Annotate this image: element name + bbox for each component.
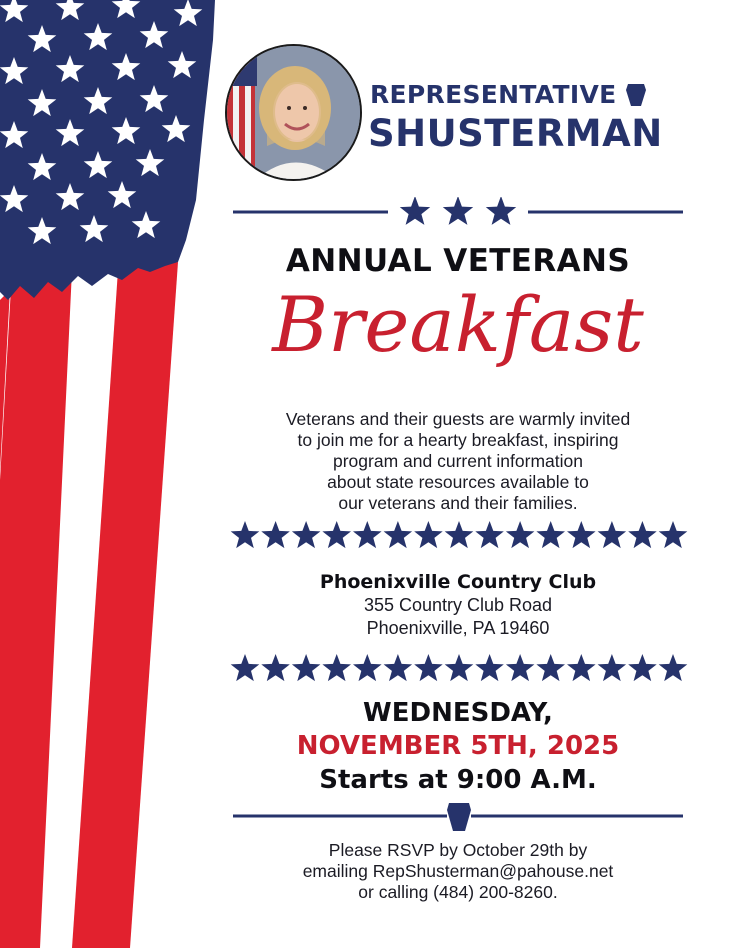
star-icon bbox=[384, 521, 413, 548]
content-column bbox=[225, 0, 733, 948]
star-icon bbox=[292, 521, 321, 548]
intro-line: about state resources available to bbox=[327, 472, 589, 492]
star-icon bbox=[536, 521, 565, 548]
star-icon bbox=[292, 654, 321, 681]
intro-line: Veterans and their guests are warmly invited bbox=[285, 409, 631, 429]
keystone-icon bbox=[626, 84, 646, 106]
rsvp-line: Please RSVP by October 29th by bbox=[328, 840, 588, 860]
keystone-icon bbox=[447, 803, 471, 831]
intro-line: our veterans and their families. bbox=[338, 493, 578, 513]
star-icon bbox=[231, 521, 260, 548]
star-icon bbox=[400, 197, 430, 225]
star-icon bbox=[659, 521, 688, 548]
portrait-photo bbox=[225, 44, 362, 181]
star-icon bbox=[261, 654, 290, 681]
star-row-divider bbox=[225, 651, 733, 687]
star-icon bbox=[475, 521, 504, 548]
portrait-image bbox=[227, 46, 360, 179]
flag-illustration bbox=[0, 0, 235, 948]
star-icon bbox=[567, 521, 596, 548]
star-icon bbox=[486, 197, 516, 225]
rsvp-line: emailing RepShusterman@pahouse.net bbox=[302, 861, 614, 881]
event-day: WEDNESDAY, bbox=[363, 698, 553, 728]
star-icon bbox=[353, 521, 382, 548]
keystone-divider bbox=[225, 801, 733, 835]
star-icon bbox=[353, 654, 382, 681]
star-icon bbox=[506, 521, 535, 548]
event-title: ANNUAL VETERANS bbox=[285, 243, 631, 279]
star-icon bbox=[567, 654, 596, 681]
star-icon bbox=[445, 654, 474, 681]
star-icon bbox=[443, 197, 473, 225]
star-icon bbox=[261, 521, 290, 548]
star-icon bbox=[414, 654, 443, 681]
star-row-divider bbox=[225, 518, 733, 554]
star-icon bbox=[598, 521, 627, 548]
star-icon bbox=[506, 654, 535, 681]
representative-label: REPRESENTATIVE bbox=[370, 80, 617, 109]
event-title-script: Breakfast bbox=[272, 280, 644, 369]
venue-city: Phoenixville, PA 19460 bbox=[366, 618, 550, 638]
star-icon bbox=[384, 654, 413, 681]
event-time: Starts at 9:00 A.M. bbox=[319, 765, 597, 795]
star-icon bbox=[231, 654, 260, 681]
star-icon bbox=[445, 521, 474, 548]
intro-line: program and current information bbox=[333, 451, 583, 471]
intro-line: to join me for a hearty breakfast, inspiring bbox=[297, 430, 619, 450]
star-icon bbox=[659, 654, 688, 681]
venue-address: 355 Country Club Road bbox=[363, 595, 553, 615]
star-icon bbox=[322, 521, 351, 548]
star-icon bbox=[628, 654, 657, 681]
representative-name: SHUSTERMAN bbox=[368, 112, 663, 155]
rsvp-line: or calling (484) 200-8260. bbox=[358, 882, 558, 902]
three-star-divider bbox=[225, 197, 733, 227]
event-date: NOVEMBER 5TH, 2025 bbox=[296, 731, 620, 761]
intro-paragraph bbox=[225, 409, 691, 514]
star-icon bbox=[536, 654, 565, 681]
star-icon bbox=[628, 521, 657, 548]
star-icon bbox=[475, 654, 504, 681]
star-icon bbox=[598, 654, 627, 681]
rsvp-paragraph bbox=[225, 840, 691, 903]
star-icon bbox=[322, 654, 351, 681]
star-icon bbox=[414, 521, 443, 548]
venue-name: Phoenixville Country Club bbox=[319, 571, 597, 593]
